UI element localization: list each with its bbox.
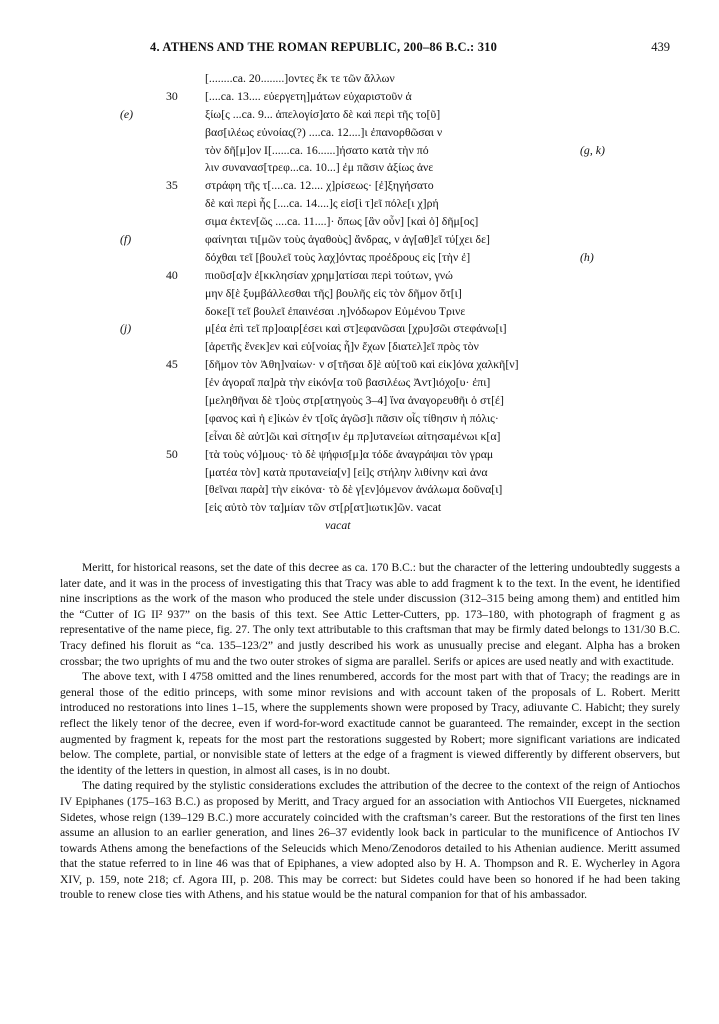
- inscription-line: [110, 464, 630, 482]
- line-text: [μεληθῆναι δὲ τ]οὺς στρ[ατηγοὺς 3–4] ἵνα ἀναγορευθῆι ὁ στ[έ]: [205, 393, 504, 408]
- inscription-line: [110, 159, 630, 177]
- line-number: 40: [166, 267, 178, 282]
- inscription-line: [110, 428, 630, 446]
- line-text: μ[έα ἐπὶ τεῖ πρ]οαιρ[έσει καὶ στ]εφανῶσαι [χρυ]σῶι στεφάνω[ι]: [205, 321, 507, 336]
- inscription-line: [110, 106, 630, 124]
- line-text: πιοῦσ[α]ν ἐ[κκλησίαν χρημ]ατίσαι περὶ τούτων, γνώ: [205, 267, 453, 282]
- inscription-line: [110, 142, 630, 160]
- inscription-line: [110, 320, 630, 338]
- line-text: [θεῖναι παρὰ] τὴν εἰκόνα· τὸ δὲ γ[εν]όμενον ἀνάλωμα δοῦνα[ι]: [205, 482, 503, 497]
- fragment-label-right: (h): [580, 249, 594, 264]
- line-text: [ἐν ἀγοραῖ πα]ρὰ τὴν εἰκόν[α τοῦ βασιλέως Ἀντ]ιόχο[υ· ἐπι]: [205, 375, 491, 390]
- inscription-line: [110, 446, 630, 464]
- line-text: μην δ[ὲ ξυμβάλλεσθαι τῆς] βουλῆς εἰς τὸν δῆμον ὅτ[ι]: [205, 285, 462, 300]
- line-text: δόχθαι τεῖ [βουλεῖ τοὺς λαχ]όντας προέδρους εἰς [τὴν ἐ]: [205, 249, 471, 264]
- line-text: βασ[ιλέως εὐνοίας(?) ....ca. 12....]ι ἐπανορθῶσαι ν: [205, 124, 443, 139]
- inscription-text: [110, 70, 630, 535]
- line-text: [ματέα τὸν] κατὰ πρυτανεία[ν] [εἰ]ς στήλην λιθίνην καὶ ἀνα: [205, 464, 488, 479]
- inscription-line: [110, 70, 630, 88]
- line-text: φαίνηται τι[μῶν τοὺς ἀγαθοὺς] ἄνδρας, ν ἀγ[αθ]εῖ τύ[χει δε]: [205, 232, 490, 247]
- commentary: [60, 560, 680, 903]
- line-text: [τὰ τοὺς νό]μους· τὸ δὲ ψήφισ[μ]α τόδε ἀναγράψαι τὸν γραμ: [205, 446, 494, 461]
- inscription-line: [110, 338, 630, 356]
- fragment-label-left: (f): [120, 232, 132, 247]
- line-text: δοκε[ῖ τεῖ βουλεῖ ἐπαινέσαι .η]νόδωρον Εὐμένου Τρινε: [205, 303, 466, 318]
- inscription-line: [110, 213, 630, 231]
- inscription-line: [110, 374, 630, 392]
- line-text: [δῆμον τὸν Ἀθη]ναίων· ν σ[τῆσαι δ]ὲ αὐ[τοῦ καὶ εἰκ]όνα χαλκῆ[ν]: [205, 357, 519, 372]
- fragment-label-left: (e): [120, 106, 134, 121]
- fragment-label-left: (j): [120, 321, 132, 336]
- line-text: δὲ καὶ περὶ ἧς [....ca. 14....]ς εἰσ[ὶ τ]εῖ πόλε[ι χ]ρή: [205, 196, 439, 211]
- inscription-line: [110, 177, 630, 195]
- inscription-line: [110, 303, 630, 321]
- line-number: 45: [166, 357, 178, 372]
- inscription-line: [110, 267, 630, 285]
- line-text: [........ca. 20........]οντες ἔκ τε τῶν ἄλλων: [205, 71, 395, 85]
- line-text: λιν συνανασ[τρεφ...ca. 10...] ἐμ πᾶσιν ἀξίως ἀνε: [205, 160, 434, 175]
- line-text: σιμα ἐκτεν[ῶς ....ca. 11....]· ὅπως [ἂν οὖν] [καὶ ὁ] δῆμ[ος]: [205, 214, 479, 229]
- paragraph: The dating required by the stylistic considerations excludes the attribution of the decree to the context of the reign of Antiochos IV Epiphanes (175–163 B.C.) as proposed by Meritt, and Tracy argued for an association with Antiochos VII Euergetes, nicknamed Sidetes, whose reign (139–129 B.C.) more accurately coincided with the craftsman’s career. But the restorations of the first ten lines assume an allusion to an earlier generation, and lines 26–37 evidently look back in particular to the munificence of Antiochos IV towards Athens among the benefactions of the Seleucids which Meno/Zenodoros detailed to his Athenian audience. Meritt assumed that the statue referred to in line 46 was that of Epiphanes, a view adopted also by H. A. Thompson and R. E. Wycherley in Agora XIV, p. 159, note 218; cf. Agora III, p. 208. This may be correct: but Sidetes could have been so honored if he had been taking trouble to renew close ties with Athens, and his statue would be the natural companion for that of his ambassador.: [60, 779, 680, 902]
- inscription-line: [110, 249, 630, 267]
- line-text: στράφη τῆς τ[....ca. 12.... χ]ρίσεως· [ἐ]ξηγήσατο: [205, 178, 434, 193]
- line-number: 35: [166, 178, 178, 193]
- inscription-line: [110, 231, 630, 249]
- inscription-line: [110, 410, 630, 428]
- inscription-line: [110, 195, 630, 213]
- inscription-line: [110, 499, 630, 517]
- page-number: 439: [651, 40, 670, 54]
- line-text: [....ca. 13.... εὐεργετη]μάτων εὐχαριστοῦν ἀ: [205, 88, 412, 103]
- line-text: [εἰς αὐτὸ τὸν τα]μίαν τῶν στ[ρ[ατ]ιωτικ]ῶν. vacat: [205, 500, 442, 515]
- inscription-line: [110, 285, 630, 303]
- line-text: [φανος καὶ ἡ ε]ἰκὼν ἐν τ[οῖς ἀγῶσ]ι πᾶσιν οἷς τίθησιν ἡ πόλις·: [205, 410, 499, 425]
- line-number: 30: [166, 88, 178, 103]
- inscription-line: [110, 124, 630, 142]
- line-number: 50: [166, 446, 178, 461]
- fragment-label-right: (g, k): [580, 142, 605, 157]
- inscription-line: [110, 88, 630, 106]
- running-header-title: 4. ATHENS AND THE ROMAN REPUBLIC, 200–86 B.C.: 310: [150, 40, 498, 54]
- running-header: [60, 40, 680, 60]
- paragraph: Meritt, for historical reasons, set the date of this decree as ca. 170 B.C.: but the character of the lettering undoubtedly suggests a later date, and it was in the process of investigating this that Tracy was able to add fragment k to the text. In the event, he identified nine inscriptions as the work of the mason who produced the stele under discussion (312–315 being among them) and entitled him the “Cutter of IG II² 937” on the basis of this text. See Attic Letter-Cutters, pp. 173–180, with photograph of fragment g as representative of the name piece, fig. 27. The only text attributable to this craftsman that may be firmly dated belongs to 131/30 B.C. Tracy defined his floruit as “ca. 135–123/2” and justly described his work as unusually precise and elegant. Alpha has a broken crossbar; the two uprights of mu and the two outer strokes of sigma are parallel. Serifs or apices are used neatly and with exactitude.: [60, 561, 680, 668]
- paragraph: The above text, with I 4758 omitted and the lines renumbered, accords for the most part with that of Tracy; the readings are in general those of the editio princeps, with some minor revisions and with account taken of the proposals of L. Robert. Meritt introduced no restorations into lines 1–15, where the supplements shown were proposed by Tracy, adiuvante C. Habicht; they surely reflect the likely tenor of the decree, even if word-for-word exactitude cannot be guaranteed. The remainder, except in the section augmented by fragment k, repeats for the most part the restorations suggested by Robert; more significant variations are indicated below. The complete, partial, or nonvisible state of letters at the edge of a fragment is viewed differently by different observers, but the identity of the letters in question, in almost all cases, is in no doubt.: [60, 670, 680, 777]
- inscription-line: [110, 392, 630, 410]
- vacat-line: [110, 517, 630, 535]
- vacat-label: vacat: [325, 518, 351, 533]
- line-text: [ἀρετῆς ἕνεκ]εν καὶ εὐ[νοίας ἧ]ν ἔχων [διατελ]εῖ πρὸς τὸν: [205, 339, 479, 354]
- inscription-line: [110, 481, 630, 499]
- line-text: τὸν δῆ[μ]ον Ι[......ca. 16......]ήσατο κατὰ τὴν πό: [205, 142, 429, 157]
- line-text: ξίω[ς ...ca. 9... ἀπελογίσ]ατο δὲ καὶ περὶ τῆς το[ῦ]: [205, 106, 441, 121]
- inscription-line: [110, 356, 630, 374]
- line-text: [εἶναι δὲ αὐτ]ῶι καὶ σίτησ[ιν ἐμ πρ]υτανείωι αἰτησαμένωι κ[α]: [205, 428, 501, 443]
